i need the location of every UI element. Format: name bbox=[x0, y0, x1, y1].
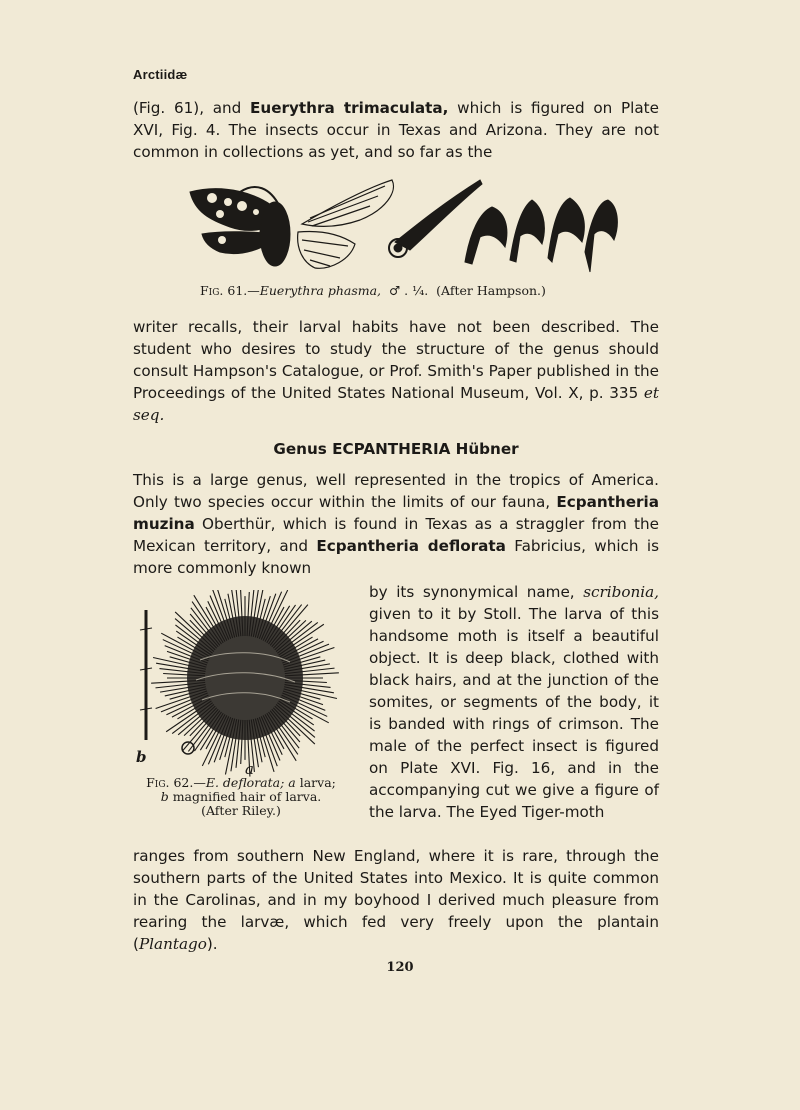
fig61-dash: — bbox=[247, 283, 260, 298]
para4-italic-plantago: Plantago bbox=[138, 935, 207, 953]
running-head: Arctiidæ bbox=[133, 67, 188, 82]
wrapped-text-column bbox=[369, 581, 659, 823]
figure-62-caption: Fig. 62.—E. deflorata; a larva; b magnified hair of larva. (After Riley.) bbox=[130, 776, 352, 818]
genus-heading: Genus ECPANTHERIA Hübner bbox=[273, 440, 519, 458]
paragraph-3 bbox=[133, 469, 659, 579]
para1-species-bold: Euerythra trimaculata, bbox=[250, 99, 449, 117]
para2-italic: et seq. bbox=[133, 384, 659, 424]
para4-text-b: ). bbox=[206, 935, 218, 953]
fig62-b-text: magnified hair of larva. bbox=[168, 789, 322, 804]
para1-text-a: (Fig. 61), and bbox=[133, 99, 251, 117]
paragraph-4 bbox=[133, 845, 659, 955]
paragraph-2 bbox=[133, 316, 659, 426]
fig62-label: Fig. 62. bbox=[146, 775, 194, 790]
wrap-italic-scribonia: scribonia, bbox=[583, 583, 659, 601]
para3-species-muzina: Ecpantheria muzina bbox=[133, 493, 659, 533]
fig61-species: Euerythra phasma, bbox=[259, 283, 382, 298]
fig62-b-label: b bbox=[160, 789, 169, 804]
fig62-letter-b: b bbox=[136, 748, 147, 766]
fig62-a-text: larva; bbox=[295, 775, 336, 790]
fig61-sex-scale: ♂ . ¼. bbox=[389, 283, 429, 298]
fig62-source: (After Riley.) bbox=[201, 803, 281, 818]
para3-text-a: This is a large genus, well represented in the tropics of America. Only two species occur within the limits of our fauna, bbox=[133, 471, 659, 511]
para1-text-b: which is figured on Plate XVI, Fig. 4. The insects occur in Texas and Arizona. They are not common in collections as yet, and so far as the bbox=[133, 99, 659, 161]
page-number: 120 bbox=[386, 960, 414, 975]
fig61-label: Fig. 61. bbox=[200, 283, 248, 298]
para3-text-c: Fabricius, which is more commonly known bbox=[133, 537, 659, 577]
para3-species-deflorata: Ecpantheria deflorata bbox=[316, 537, 506, 555]
figure-62-larva-illustration bbox=[130, 590, 350, 780]
wrap-text-b: given to it by Stoll. The larva of this handsome moth is itself a beautiful object. It is deep black, clothed with black hairs, and at the junction of the somites, or segments of the body, it is banded with rings of crimson. The male of the perfect insect is figured on Plate XVI. Fig. 16, and in the accompanying cut we give a figure of the larva. The Eyed Tiger-moth bbox=[369, 605, 659, 821]
figure-61-moth-illustration bbox=[180, 172, 620, 277]
figure-61-caption bbox=[200, 283, 620, 298]
fig62-letter-a: a bbox=[245, 760, 254, 778]
fig62-species: E. deflorata; bbox=[205, 775, 285, 790]
paragraph-1 bbox=[133, 97, 659, 163]
para2-text-a: writer recalls, their larval habits have not been described. The student who desires to study the structure of the genus should consult Hampson's Catalogue, or Prof. Smith's Paper published in the Proceedings of the United States National Museum, Vol. X, p. 335 bbox=[133, 318, 659, 402]
para3-text-b: Oberthür, which is found in Texas as a straggler from the Mexican territory, and bbox=[133, 515, 659, 555]
fig62-a-label: a bbox=[288, 775, 296, 790]
fig61-source: (After Hampson.) bbox=[436, 283, 546, 298]
wrap-text-a: by its synonymical name, bbox=[369, 583, 584, 601]
para4-text-a: ranges from southern New England, where it is rare, through the southern parts of the United States into Mexico. It is quite common in the Carolinas, and in my boyhood I derived much pleasure from rearing the larvæ, which fed very freely upon the plantain ( bbox=[133, 847, 659, 953]
